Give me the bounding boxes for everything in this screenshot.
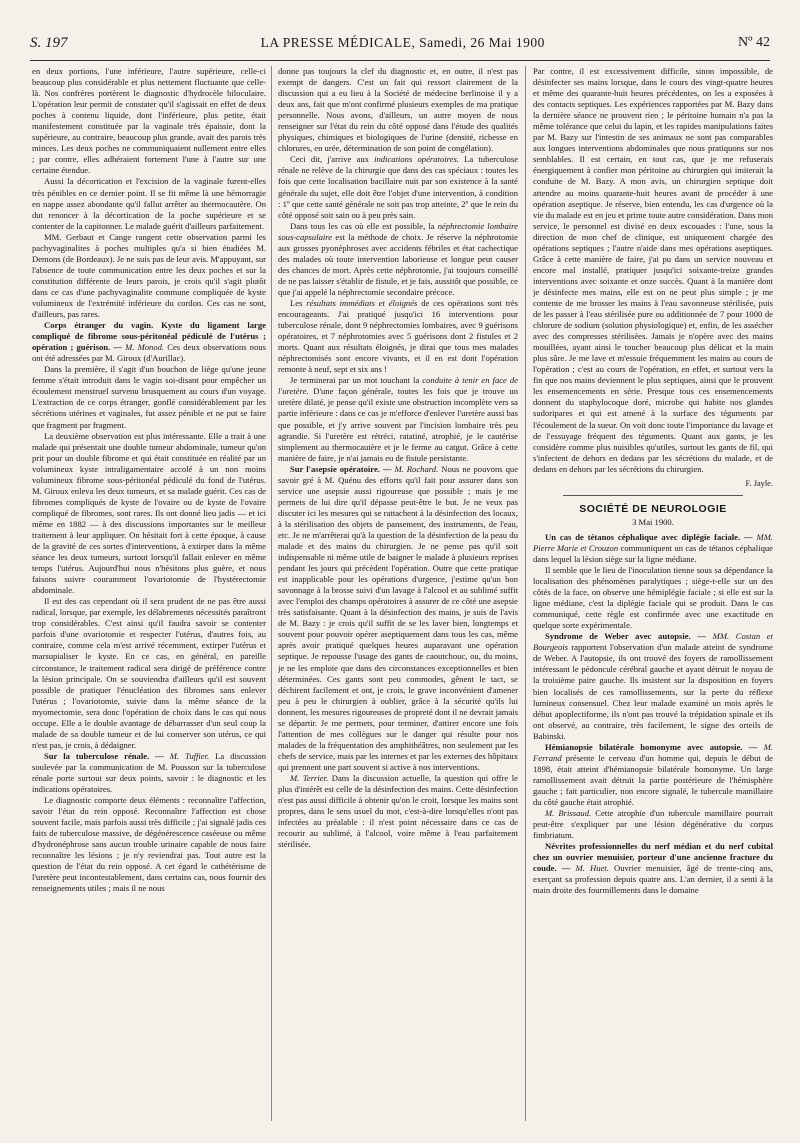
header-rule — [30, 60, 770, 61]
article-author: M. Rochard. — [394, 463, 439, 474]
newspaper-title: LA PRESSE MÉDICALE, Samedi, 26 Mai 1900 — [260, 35, 545, 50]
emphasis: conduite à tenir en face de l'uretère. — [278, 375, 518, 397]
page-number: S. 197 — [30, 34, 68, 51]
paragraph-text: rapportent l'observation d'un malade atteint de syndrome de Weber. A l'autopsie, ils ont trouvé des foyers de ramollissement intéressant le pédoncule cérébral gauche et ayant détruit le noyau de la troisième paire gauche. Ils insistent sur la disposition en foyers bien localisés de ces ramollissements, sur la perte du réflexe lumineux consensuel. Chez leur malade examiné un mois après le début apoplectiforme, ils n'ont pas trouvé la trépidation spinale et ils ont observé, au contraire, très facilement, le signe des orteils de Babinski. — [533, 642, 773, 741]
paragraph-text: est la méthode de choix. Je réserve la néphrotomie aux grosses pyonéphroses avec accidents fébriles et état cachectique des malades où toute intervention laborieuse et longue peut causer des chances de mort. Après cette néphrotomie, j'ai toujours conseillé de ne pas laisser s'établir de fistule, et je fais, aussitôt que possible, ce que j'ai appelé la néphrectomie secondaire précoce. — [278, 231, 518, 297]
article-title: Corps étranger du vagin. Kyste du ligament large compliqué de fibrome sous-péritonéal pédiculé de l'utérus ; opération ; guérison. — — [32, 320, 266, 353]
author-signature: F. Jayle. — [745, 478, 773, 488]
paragraph — [278, 221, 518, 298]
paragraph-text: Les — [290, 297, 303, 308]
paragraph: Aussi la décortication et l'excision de la vaginale furent-elles très pénibles en ce dernier point. Il se fit même là une hémorragie en nappe assez abondante qu'il fallut arrêter au thermocautère. On dut renoncer à la décortication de la poche supérieure et se contenter de la capitonner. Le malade guérit d'ailleurs parfaitement. — [32, 176, 266, 231]
paragraph: Par contre, il est excessivement difficile, sinon impossible, de désinfecter ses mains lorsque, dans le cours des vingt-quatre heures et même des quarante-huit heures précédentes, on les a exposées à des contacts septiques. Les expériences rapportées par M. Bazy dans la dernière séance ne prouvent rien ; le péritoine humain n'a pas la même tolérance que celui du lapin, et les rapides manipulations faites par M. Bazy sur l'intestin de ses animaux ne sont pas comparables aux longues interventions abdominales que nous pratiquons sur nos semblables. Il est certain, en tout cas, que je me refuserais énergiquement à confier mon péritoine au chirurgien qui imiterait la conduite de M. Bazy. A mon avis, un chirurgien septique doit attendre au moins quarante-huit heures avant de procéder à une opération aseptique. Je réserve, bien entendu, les cas d'urgence où la vie du malade est en jeu et prime toute autre considération. Dans mon service, le personnel est divisé en deux escouades : l'une, sous la direction de mon chef de clinique, est uniquement chargée des opérations septiques ; l'autre n'aide dans mes opérations aseptiques. Grâce à cette manière de faire, j'ai pu dans un service nouveau et encore mal installé, pratiquer jusqu'ici soixante-treize grandes interventions avec soixante et onze succès. Quant à la manière dont je désinfecte mes mains, elle est on ne peut plus simple ; je me contente de me brosser les mains à l'eau savonneuse stérilisée, puis de les passer à l'eau stérilisée pure ou additionnée de 7 pour 1000 de chlorure de sodium (solution physiologique) et, enfin, de les assécher avec des compresses stérilisées. Jamais je n'opère avec des mains mouillées, ayant ainsi le toucher beaucoup plus délicat et la main plus sûre. Je me lave et m'essuie fréquemment les mains au cours de l'opération ; c'est au cours de l'opération, en effet, et surtout vers la fin que nos mains deviennent le plus septiques, ainsi que le prouvent les ensemencements en série. Presque tous ces ensemencements donnent du staphylocoque doré, microbe qui habite nos glandes sudoripares et qui est amené à la surface des téguments par l'écoulement de la sueur. On voit donc toute l'importance du lavage et de l'essuyage fréquent des téguments. Quant aux gants, je les considère comme plus nuisibles qu'utiles, surtout les gants de fil, qui s'infectent de dehors en dedans par les sécrétions du malade, et de dedans en dehors par les sécrétions du chirurgien. — [533, 66, 773, 474]
paragraph: Dans la première, il s'agit d'un bouchon de liège qu'une jeune femme s'était introduit dans le vagin soi-disant pour empêcher un écoulement menstruel survenu brusquement au cours d'un voyage. L'extraction de ce corps étranger, gonflé considérablement par les sécrétions utérines et vaginales, fut assez pénible et ne put se faire que fragment par fragment. — [32, 364, 266, 430]
column-divider — [525, 66, 526, 1121]
paragraph: Le diagnostic comporte deux éléments : reconnaître l'affection, savoir l'état du rein opposé. Reconnaître l'affection est chose souvent facile, mais parfois aussi très difficile ; j'ai signalé jadis ces faits de tuberculose massive, de dégénérescence caséeuse ou même d'hydronéphrose sans aucun trouble urinaire capable de nous faire reconnaître les lésions ; je n'y reviendrai pas. Tout autre est la question de l'état du rein opposé. A cet égard le cathétérisme de l'uretère peut incontestablement, dans certains cas, nous fournir des renseignements utiles ; mais il ne nous — [32, 795, 266, 894]
article-title: Sur l'asepsie opératoire. — — [290, 463, 392, 474]
article-title: Névrites professionnelles du nerf médian et du nerf cubital chez un ouvrier menuisier, porteur d'une ancienne fracture du coude. — — [533, 841, 773, 874]
article-entry — [533, 631, 773, 741]
paragraph-text: D'une façon générale, toutes les fois que je trouve un uretère dilaté, je pense qu'il existe une obstruction incomplète vers sa partie inférieure : dans ce cas je m'efforce d'enlever l'uretère aussi bas que possible, et j'y arrive souvent par l'incision lombaire très peu agrandie. Si l'uretère est rétréci, ratatiné, atrophié, je le cautérise simplement au thermocautère et je le ferme au catgut. Grâce à cette manière de faire, je n'ai jamais eu de fistule persistante. — [278, 386, 518, 463]
article-author: M. Brissaud. — [545, 808, 592, 819]
article-entry — [533, 808, 773, 841]
article-entry — [32, 751, 266, 795]
article-entry — [278, 773, 518, 850]
issue-number: Nº 42 — [738, 35, 770, 50]
section-title: SOCIÉTÉ DE NEUROLOGIE — [579, 502, 727, 515]
emphasis: néphrectomie lombaire sous-capsulaire — [278, 220, 518, 242]
emphasis: résultats immédiats et éloignés — [306, 297, 418, 308]
paragraph-text: La discussion soulevée par la communication de M. Pousson sur la tuberculose rénale porte surtout sur deux points, savoir : le diagnostic et les indications opératoires. — [32, 750, 266, 795]
page-header — [30, 30, 770, 56]
paragraph-text: Cette atrophie d'un tubercule mamillaire pourrait peut-être s'expliquer par une lésion dégénérative du corpus fimbriatum. — [533, 808, 773, 841]
paragraph-text: Dans tous les cas où elle est possible, la — [290, 220, 435, 231]
article-title: Sur la tuberculose rénale. — — [44, 750, 164, 761]
article-author: M. Monod. — [125, 342, 165, 353]
article-author: M. Tuffier. — [169, 750, 210, 761]
column-1 — [32, 66, 266, 1121]
paragraph: Il semble que le lieu de l'inoculation tienne sous sa dépendance la localisation des phénomènes paralytiques ; siège-t-elle sur un des côtés de la face, on observe une hémiplégie faciale ; si elle est sur la ligne médiane, c'est la diplégie faciale qui se produit. Dans le cas communiqué, cette règle est confirmée avec une exactitude en quelque sorte expérimentale. — [533, 565, 773, 631]
column-3 — [533, 66, 773, 1121]
article-entry — [533, 742, 773, 808]
paragraph-text: La tuberculose rénale ne relève de la chirurgie que dans des cas spéciaux : toutes les fois que cette localisation bacillaire nuit par son existence à la santé générale du sujet, elle doit être l'objet d'une intervention, à condition : 1º que cette santé générale ne soit pas trop atteinte, 2º que le rein du côté opposé soit sain ou à peu près sain. — [278, 154, 518, 220]
paragraph — [278, 154, 518, 220]
article-author: MM. Pierre Marie et Crouzon — [533, 531, 773, 553]
column-divider — [271, 66, 272, 1121]
paragraph: donne pas toujours la clef du diagnostic et, en outre, il n'est pas exempt de dangers. C'est un fait qui ressort clairement de la discussion qui a eu lieu à la Société de médecine berlinoise il y a deux ans, fait que m'ont confirmé plusieurs exemples de ma pratique personnelle. Nous avons, d'ailleurs, un autre moyen de nous renseigner sur l'état du rein du côté opposé dans l'étude des qualités physiques, chimiques et biologiques de l'urine (densité, richesse en chlorures, en urée, détermination de son point de congélation). — [278, 66, 518, 154]
article-entry — [533, 532, 773, 565]
paragraph — [278, 298, 518, 375]
paragraph-text: Ces deux observations nous ont été adressées par M. Giroux (d'Aurillac). — [32, 342, 266, 364]
article-title: Hémianopsie bilatérale homonyme avec autopsie. — — [545, 741, 758, 752]
article-author: M. Huet. — [575, 863, 609, 874]
section-divider — [563, 495, 743, 496]
article-author: M. Ferrand — [533, 741, 773, 763]
paragraph-text: présente le cerveau d'un homme qui, depuis le début de 1898, était atteint d'hémianopsie bilatérale homonyme. Un large ramollissement avait détruit la partie postérieure de l'hémisphère gauche ; fait particulier, non encore signalé, le tubercule mamillaire du côté gauche était atrophié. — [533, 752, 773, 807]
article-title: Un cas de tétanos céphalique avec diplégie faciale. — — [545, 531, 753, 542]
emphasis: indications opératoires. — [374, 154, 459, 165]
article-entry — [278, 464, 518, 773]
paragraph: en deux portions, l'une inférieure, l'autre supérieure, celle-ci beaucoup plus considérable et plus nettement fluctuante que celle-là. Nos confrères portèrent le diagnostic d'hydrocèle biloculaire. L'opération leur permit de constater qu'il s'agissait en effet de deux poches à contenu liquide, dont l'inférieure, plus petite, était manifestement constituée par la vaginale très épaissie, dont la supérieure, au contraire, beaucoup plus grande, avait des parois très minces. Les deux poches ne communiquaient nullement entre elles ; par contre, elles adhéraient fortement l'une à l'autre sur une certaine étendue. — [32, 66, 266, 176]
column-2 — [278, 66, 518, 1121]
article-entry — [533, 841, 773, 896]
section-date: 3 Mai 1900. — [632, 516, 674, 527]
paragraph: Il est des cas cependant où il sera prudent de ne pas être aussi radical, lorsque, par exemple, les délabrements nécessités paraîtront trop considérables. C'est ainsi qu'il faudra savoir se contenter parfois d'une ovariotomie et respecter l'utérus, d'autres fois, au contraire, comme cela m'est arrivé récemment, extirper l'utérus et marsupialiser le kyste. En ce cas, en général, en pareille circonstance, le traitement radical sera dirigé de préférence contre la lésion principale. On se souviendra d'ailleurs qu'il est souvent possible de pratiquer l'énucléation des fibromes sans enlever l'utérus ; l'ovariotomie, suivie dans la même séance de la myomectomie, sera donc l'opération de choix dans le cas qui nous occupe. Elle a le double avantage de débarrasser d'un seul coup la malade de sa double tumeur et de lui conserver son utérus, ce qui n'est pas, je crois, à dédaigner. — [32, 596, 266, 750]
paragraph-text: Ouvrier menuisier, âgé de trente-cinq ans, exerçant sa profession depuis quatre ans. L'an dernier, il a senti à la main droite des fourmillements dans le domaine — [533, 863, 773, 896]
paragraph — [278, 375, 518, 463]
paragraph-text: communiquent un cas de tétanos céphalique dans lequel la lésion siège sur la ligne médiane. — [533, 542, 773, 564]
paragraph-text: Nous ne pouvons que savoir gré à M. Quénu des efforts qu'il fait pour assurer dans son service une asepsie aussi rigoureuse que possible ; mais je me permets de lui dire qu'il dépasse peut-être le but. Je ne veux pas discuter ici les mesures qui se rattachent à la désinfection des locaux, à la stérilisation des objets de pansement, des instruments, de l'eau, etc. Je ne m'arrêterai qu'à la question de la désinfection de la peau du malade et des mains du chirurgien. Je ne pense pas qu'il soit indispensable ni même utile de baigner le malade à plusieurs reprises pendant les jours qui précèdent l'opération. Outre que cette pratique est inapplicable pour les opérations d'urgence, j'estime qu'un bon savonnage à la brosse suivi d'un lavage à l'alcool et au sublimé suffit avec l'emploi des champs opératoires à assurer de ce côté une asepsie très satisfaisante. Quant à la désinfection des mains, je suis de l'avis de M. Bazy : je crois qu'il suffit de se les laver bien, longtemps et souvent pour pouvoir opérer aseptiquement dans tous les cas, même après avoir pratiqué quelques heures auparavant une opération septique. Je repousse l'usage des gants de caoutchouc, ou, du moins, je ne les emploie que dans des circonstances exceptionnelles et bien déterminées. Ces gants sont peu commodes, gênent le tact, se déchirent facilement et ont, je crois, le grave inconvénient d'amener peu à peu le chirurgien à oublier, grâce à la sécurité qu'ils lui donnent, les mesures rigoureuses de propreté dont il ne devrait jamais se départir. Je me permets, pour terminer, d'attirer encore une fois l'attention de mes collègues sur le danger qui résulte pour nos malades de la fréquentation des amphithéâtres, non seulement par les chefs de service, mais par les internes et par les externes des hôpitaux qui prennent une part souvent si active à nos interventions. — [278, 463, 518, 772]
article-entry — [32, 320, 266, 364]
article-author: MM. Costan et Bourgeois — [533, 631, 773, 653]
paragraph-text: Dans la discussion actuelle, la question qui offre le plus d'intérêt est celle de la désinfection des mains. Cette désinfection n'est pas aussi difficile à obtenir qu'on le croit, lorsque les mains sont propres, dans le sens usuel du mot, c'est-à-dire lorsqu'elles n'ont pas infectées au préalable : il n'est point nécessaire dans ce cas de recourir au sublimé, à l'alcool, voire même à l'eau parfaitement stérilisée. — [278, 773, 518, 850]
paragraph: MM. Gerbaut et Cange rangent cette observation parmi les pachyvaginalites à poches multiples qu'a si bien étudiées M. Demons (de Bordeaux). Je ne suis pas de leur avis. M'appuyant, sur l'absence de toute communication entre les deux poches et sur la constitution différente de leurs parois, je crois qu'il s'agit plutôt dans ce cas d'une pachyvaginalite commune compliquée de kyste volumineux de l'extrémité inférieure du cordon. Ces cas ne sont, d'ailleurs, pas rares. — [32, 231, 266, 320]
article-author: M. Terrier. — [290, 773, 329, 783]
paragraph-text: Ceci dit, j'arrive aux — [290, 154, 369, 165]
paragraph-text: de ces opérations sont très encourageants. J'ai pratiqué jusqu'ici 16 interventions pour tuberculose rénale, dont 9 néphrectomies lombaires, avec 9 guérisons opératoires, et 7 néphrotomies avec 5 guérisons dont 2 fistules et 2 morts. Quant aux résultats éloignés, je dirai que tous mes malades néphrectomisés sont encore vivants, et il en est dont l'opération remonte à neuf, sept et six ans ! — [278, 297, 518, 375]
paragraph-text: Je terminerai par un mot touchant la — [290, 375, 420, 386]
article-title: Syndrome de Weber avec autopsie. — — [545, 631, 706, 642]
paragraph: La deuxième observation est plus intéressante. Elle a trait à une malade qui présentait une double tumeur abdominale, tumeur qu'on prit pour un double fibrome et qui était constituée en réalité par un volumineux kyste intraligamentaire accolé à un non moins volumineux fibrome sous-péritonéal pédiculé du fond de l'utérus. M. Giroux enleva les deux tumeurs, et sa malade guérit. Ces cas de fibromes compliqués de kyste de l'ovaire ou de kyste de l'ovaire compliqué de fibromes, sont rares. Ils ont donné lieu jadis — et ici même en 1882 — à des discussions importantes sur le meilleur traitement à leur appliquer. On hésitait fort à cette époque, à cause de la gravité de ces sortes d'interventions, à extirper dans la même séance les deux tumeurs, surtout lorsqu'il fallait enlever en même temps l'utérus. Aujourd'hui nous n'hésitons plus guère, et nous faisons suivre couramment l'ovariotomie de l'hystérectomie abdominale. — [32, 430, 266, 596]
